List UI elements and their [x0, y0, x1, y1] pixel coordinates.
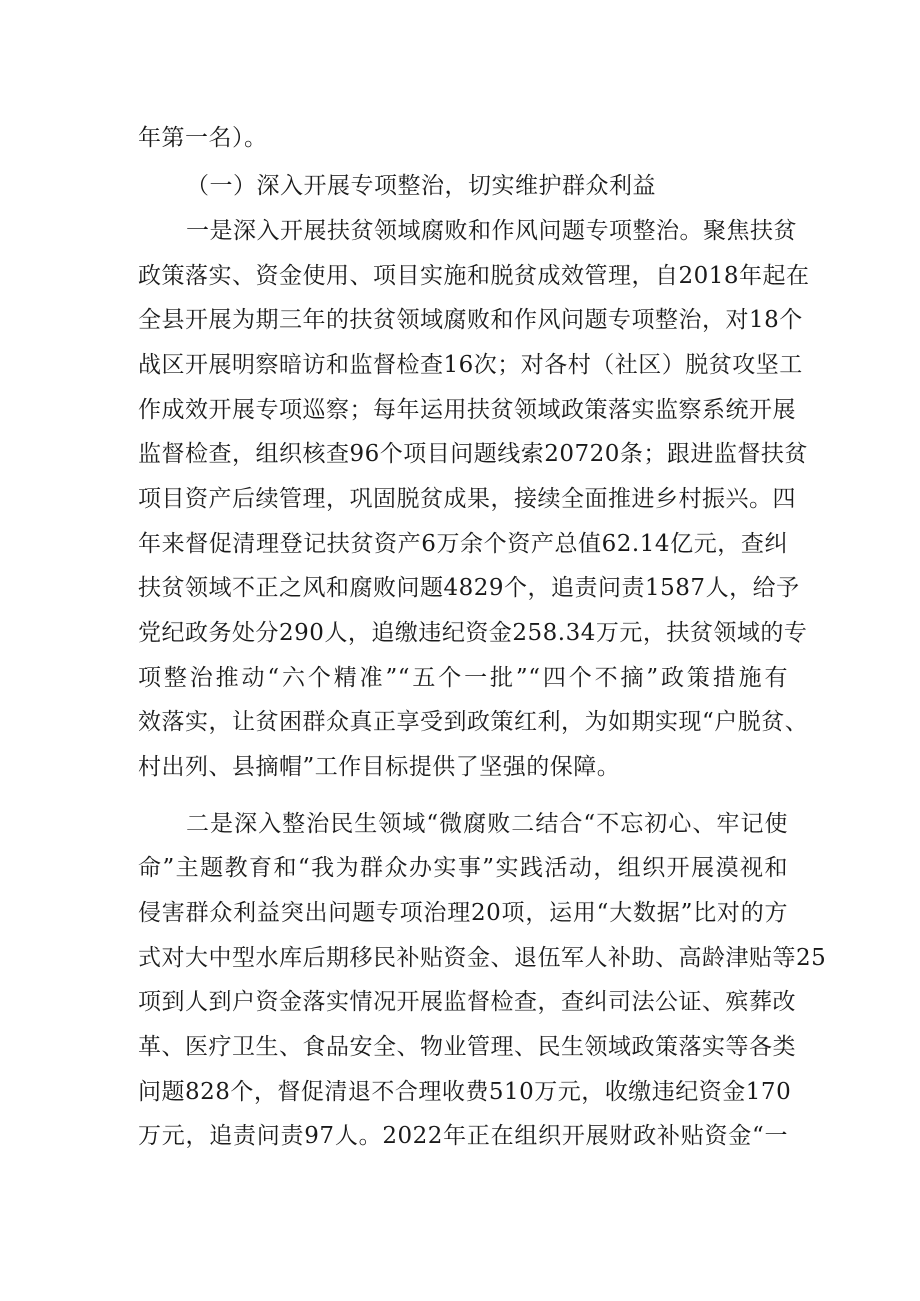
text-line: 问题828个，督促清退不合理收费510万元，收缴违纪资金170	[138, 1079, 792, 1105]
text-line: 侵害群众利益突出问题专项治理20项，运用“大数据”比对的方	[138, 900, 788, 926]
text-line: 扶贫领域不正之风和腐败问题4829个，追责问责1587人，给予	[138, 575, 800, 601]
text-line: 政策落实、资金使用、项目实施和脱贫成效管理，自2018年起在	[138, 263, 810, 289]
text-line: 监督检查，组织核查96个项目问题线索20720条；跟进监督扶贫	[138, 441, 808, 467]
text-line: 一是深入开展扶贫领域腐败和作风问题专项整治。聚焦扶贫	[186, 218, 797, 244]
text-line: 效落实，让贫困群众真正享受到政策红利，为如期实现“户脱贫、	[138, 709, 809, 735]
section-heading: （一）深入开展专项整治，切实维护群众利益	[186, 173, 656, 199]
text-line: 党纪政务处分290人，追缴违纪资金258.34万元，扶贫领域的专	[138, 620, 808, 646]
text-line: 式对大中型水库后期移民补贴资金、退伍军人补助、高龄津贴等25	[138, 945, 827, 971]
text-line: 万元，追责问责97人。2022年正在组织开展财政补贴资金“一	[138, 1123, 788, 1149]
text-line: 年来督促清理登记扶贫资产6万余个资产总值62.14亿元，查纠	[138, 531, 788, 557]
text-line: 革、医疗卫生、食品安全、物业管理、民生领域政策落实等各类	[138, 1034, 796, 1060]
text-line: 命”主题教育和“我为群众办实事”实践活动，组织开展漠视和	[138, 855, 788, 881]
text-line: 项目资产后续管理，巩固脱贫成果，接续全面推进乡村振兴。四	[138, 486, 796, 512]
text-line: 作成效开展专项巡察；每年运用扶贫领域政策落实监察系统开展	[138, 397, 796, 423]
text-line: 年第一名）。	[138, 125, 268, 151]
text-line: 项整治推动“六个精准”“五个一批”“四个不摘”政策措施有	[138, 665, 788, 691]
text-line: 战区开展明察暗访和监督检查16次；对各村（社区）脱贫攻坚工	[138, 352, 803, 378]
text-line: 项到人到户资金落实情况开展监督检查，查纠司法公证、殡葬改	[138, 989, 796, 1015]
text-line: 全县开展为期三年的扶贫领域腐败和作风问题专项整治，对18个	[138, 307, 803, 333]
text-line: 村出列、县摘帽”工作目标提供了坚强的保障。	[138, 754, 621, 780]
text-line: 二是深入整治民生领域“微腐败二结合“不忘初心、牢记使	[186, 811, 788, 837]
